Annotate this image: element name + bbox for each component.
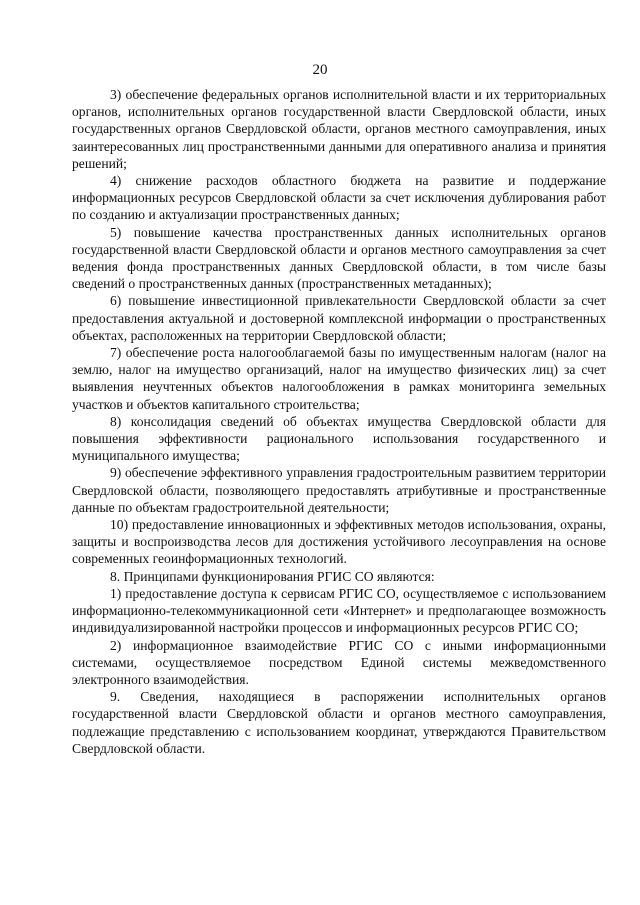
paragraph-item-9: 9) обеспечение эффективного управления градостроительным развитием территории Свердловской области, позволяющего предоставлять атрибутивные и пространственные данные по объектам градостроительной деятельности;	[72, 465, 606, 515]
paragraph-item-5: 5) повышение качества пространственных данных исполнительных органов государственной власти Свердловской области и органов местного самоуправления за счет ведения фонда пространственных данных Свердловской области, в том числе базы сведений о пространственных данных (пространственных метаданных);	[72, 224, 606, 292]
principle-item-2: 2) информационное взаимодействие РГИС СО с иными информационными системами, осуществляемое посредством Единой системы межведомственного электронного взаимодействия.	[72, 637, 606, 687]
paragraph-item-7: 7) обеспечение роста налогооблагаемой базы по имущественным налогам (налог на землю, налог на имущество организаций, налог на имущество физических лиц) за счет выявления неучтенных объектов налогообложения в рамках мониторинга земельных участков и объектов капитального строительства;	[72, 345, 606, 412]
page-number: 20	[312, 62, 328, 78]
document-body	[72, 86, 606, 757]
principle-item-1: 1) предоставление доступа к сервисам РГИС СО, осуществляемое с использованием информационно-телекоммуникационной сети «Интернет» и предполагающее возможность индивидуализированной настройки процессов и информационных ресурсов РГИС СО;	[72, 585, 606, 636]
section-8-heading: 8. Принципами функционирования РГИС СО являются:	[110, 568, 435, 584]
paragraph-item-3: 3) обеспечение федеральных органов исполнительной власти и их территориальных органов, исполнительных органов государственной власти Свердловской области, иных государственных органов Свердловской области, органов местного самоуправления, иных заинтересованных лиц пространственными данными для оперативного анализа и принятия решений;	[72, 87, 606, 171]
paragraph-item-10: 10) предоставление инновационных и эффективных методов использования, охраны, защиты и воспроизводства лесов для достижения устойчивого лесоуправления на основе современных геоинформационных технологий.	[72, 517, 606, 567]
paragraph-item-6: 6) повышение инвестиционной привлекательности Свердловской области за счет предоставления актуальной и достоверной комплексной информации о пространственных объектах, расположенных на территории Свердловской области;	[72, 293, 606, 343]
paragraph-item-8: 8) консолидация сведений об объектах имущества Свердловской области для повышения эффективности рационального использования государственного и муниципального имущества;	[72, 413, 606, 464]
paragraph-item-4: 4) снижение расходов областного бюджета на развитие и поддержание информационных ресурсов Свердловской области за счет исключения дублирования работ по созданию и актуализации пространственных данных;	[72, 173, 606, 223]
section-9-paragraph: 9. Сведения, находящиеся в распоряжении исполнительных органов государственной власти Свердловской области и органов местного самоуправления, подлежащие представлению с использованием координат, утверждаются Правительством Свердловской области.	[72, 689, 606, 756]
